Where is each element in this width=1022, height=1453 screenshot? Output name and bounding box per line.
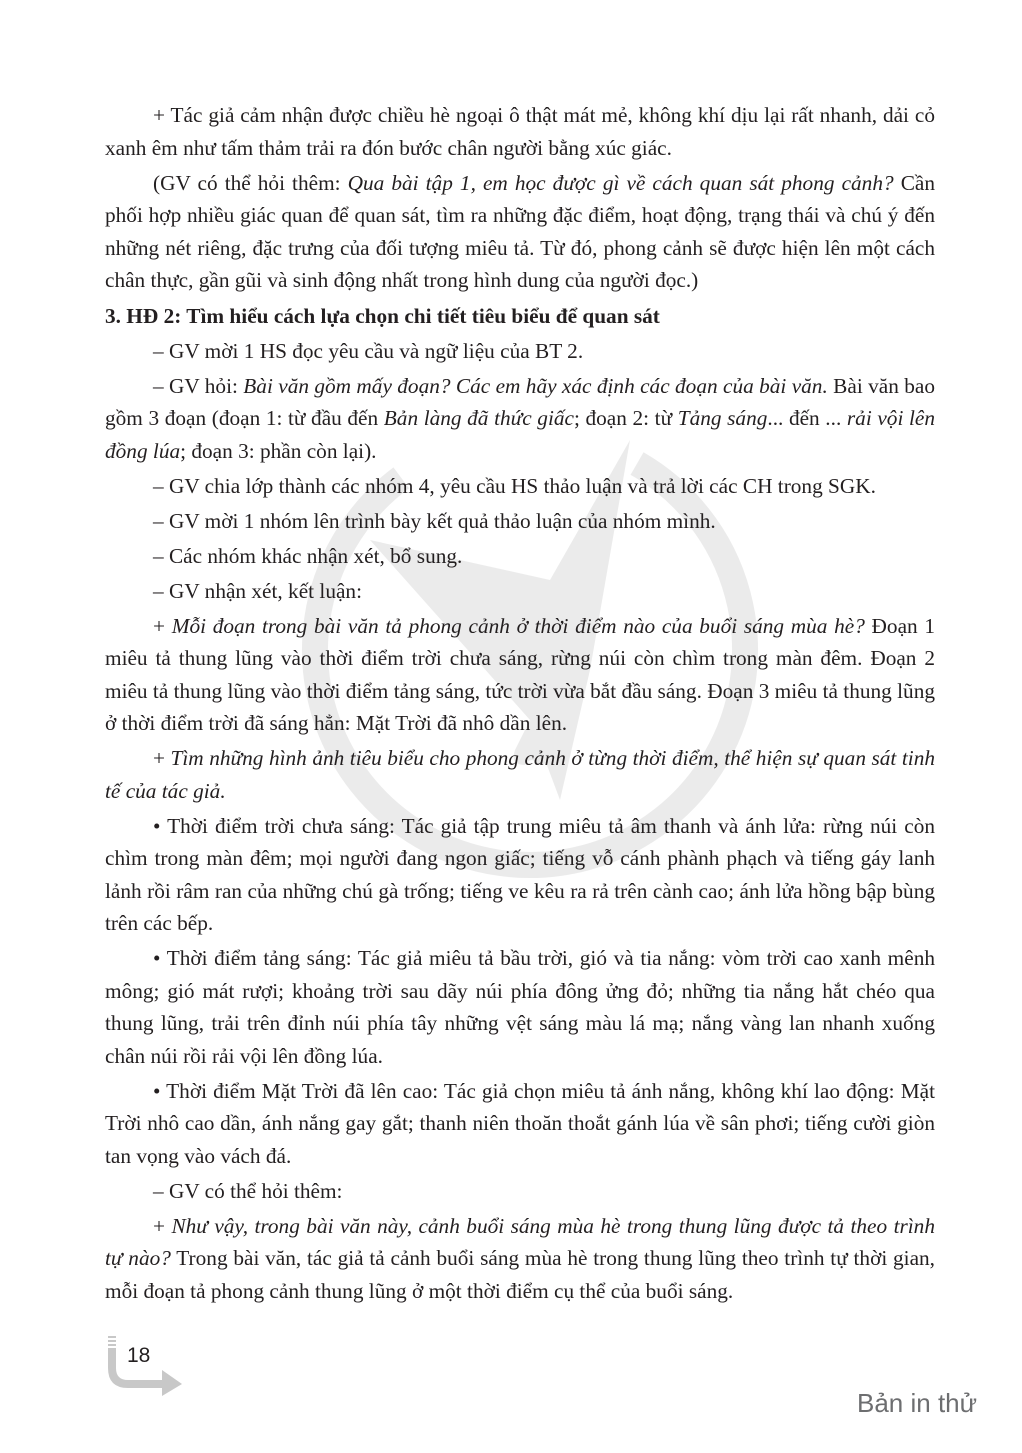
text-run: + <box>153 613 172 638</box>
italic-question: Qua bài tập 1, em học được gì về cách quan sát phong cảnh? <box>347 170 894 195</box>
list-item <box>105 1175 935 1208</box>
bullet-daybreak <box>105 942 935 1072</box>
text-run: + <box>153 1213 172 1238</box>
list-item <box>105 370 935 468</box>
text-run: • Thời điểm trời chưa sáng: Tác giả tập trung miêu tả âm thanh và ánh lửa: rừng núi còn chìm trong màn đêm; mọi người đang ngon giấc; tiếng vỗ cánh phành phạch và tiếng gáy lanh lảnh rồi râm ran của những chú gà trống; tiếng ve kêu ra rả trên cành cao; ánh lửa hồng bập bùng trên các bếp. <box>105 813 935 935</box>
italic-quote: Tảng sáng <box>677 406 768 430</box>
document-body <box>105 99 935 1310</box>
text-run: Bài văn bao gồm 3 đoạn (đoạn 1: từ đầu đến <box>105 373 935 430</box>
italic-question: Bài văn gồm mấy đoạn? Các em hãy xác định các đoạn của bài văn. <box>243 373 828 398</box>
bullet-sun-high <box>105 1075 935 1173</box>
list-item <box>105 470 935 503</box>
text-run: ; đoạn 3: phần còn lại). <box>180 438 377 463</box>
italic-question: Tìm những hình ảnh tiêu biểu cho phong cảnh ở từng thời điểm, thể hiện sự quan sát tinh tế của tác giả. <box>105 746 936 803</box>
text-run: – Các nhóm khác nhận xét, bổ sung. <box>153 543 463 568</box>
text-run: (GV có thể hỏi thêm: <box>153 170 348 195</box>
section-heading: 3. HĐ 2: Tìm hiểu cách lựa chọn chi tiết tiêu biểu để quan sát <box>105 303 660 328</box>
proof-label: Bản in thử <box>857 1388 978 1418</box>
text-run: – GV mời 1 HS đọc yêu cầu và ngữ liệu của BT 2. <box>153 338 584 363</box>
text-run: + Tác giả cảm nhận được chiều hè ngoại ô thật mát mẻ, không khí dịu lại rất nhanh, dải cỏ xanh êm như tấm thảm trải ra đón bước chân người bằng xúc giác. <box>105 103 935 160</box>
italic-question: Như vậy, trong bài văn này, cảnh buổi sáng mùa hè trong thung lũng được tả theo trình tự nào? <box>105 1213 935 1270</box>
text-run: – GV có thể hỏi thêm: <box>153 1178 343 1203</box>
text-run: ; đoạn 2: từ <box>573 406 678 430</box>
page-number: 18 <box>127 1344 151 1367</box>
text-run: • Thời điểm tảng sáng: Tác giả miêu tả bầu trời, gió và tia nắng: vòm trời cao xanh mênh mông; gió mát rượi; khoảng trời sau dãy núi phía đông ửng đỏ; những tia nắng hắt chéo qua thung lũng, trải trên đỉnh núi phía tây những vệt sáng màu lá mạ; nắng vàng lan nhanh xuống chân núi rồi rải vội lên đồng lúa. <box>105 946 935 1068</box>
text-run: – GV chia lớp thành các nhóm 4, yêu cầu HS thảo luận và trả lời các CH trong SGK. <box>153 473 876 498</box>
list-item <box>105 575 935 608</box>
italic-question: Mỗi đoạn trong bài văn tả phong cảnh ở thời điểm nào của buổi sáng mùa hè? <box>171 613 865 638</box>
italic-quote: rải vội lên đồng lúa <box>105 406 935 463</box>
text-run: – GV mời 1 nhóm lên trình bày kết quả thảo luận của nhóm mình. <box>153 508 716 533</box>
paragraph-author-senses <box>105 99 935 164</box>
list-item <box>105 505 935 538</box>
italic-quote: Bản làng đã thức giấc <box>383 406 574 430</box>
text-run: Cần phối hợp nhiều giác quan để quan sát, tìm ra những đặc điểm, hoạt động, trạng thái và chú ý đến những nét riêng, đặc trưng của đối tượng miêu tả. Từ đó, phong cảnh sẽ được hiện lên một cách chân thực, gần gũi và sinh động nhất trong hình dung của người đọc.) <box>105 170 935 292</box>
text-run: – GV hỏi: <box>153 373 244 398</box>
text-run: ... đến ... <box>767 406 847 430</box>
paragraph-question-each-section <box>105 610 935 740</box>
paragraph-question-images <box>105 742 935 807</box>
paragraph-question-sequence <box>105 1210 935 1308</box>
paragraph-teacher-question-1 <box>105 167 935 297</box>
bullet-before-dawn <box>105 810 935 940</box>
text-run: + <box>153 746 171 770</box>
text-run: Trong bài văn, tác giả tả cảnh buổi sáng mùa hè trong thung lũng theo trình tự thời gian, mỗi đoạn tả phong cảnh thung lũng ở một thời điểm cụ thể của buổi sáng. <box>105 1246 936 1303</box>
text-run: – GV nhận xét, kết luận: <box>153 578 362 603</box>
list-item <box>105 540 935 573</box>
text-run: • Thời điểm Mặt Trời đã lên cao: Tác giả chọn miêu tả ánh nắng, không khí lao động: Mặt Trời nhô cao dần, ánh nắng gay gắt; thanh niên thoăn thoắt gánh lúa về sân phơi; tiếng cười giòn tan vọng vào vách đá. <box>105 1078 935 1168</box>
list-item <box>105 335 935 368</box>
text-run: Đoạn 1 miêu tả thung lũng vào thời điểm trời chưa sáng, rừng núi còn chìm trong màn đêm. Đoạn 2 miêu tả thung lũng vào thời điểm tảng sáng, tức trời vừa bắt đầu sáng. Đoạn 3 miêu tả thung lũng ở thời điểm trời đã sáng hẳn: Mặt Trời đã nhô dần lên. <box>105 613 935 735</box>
